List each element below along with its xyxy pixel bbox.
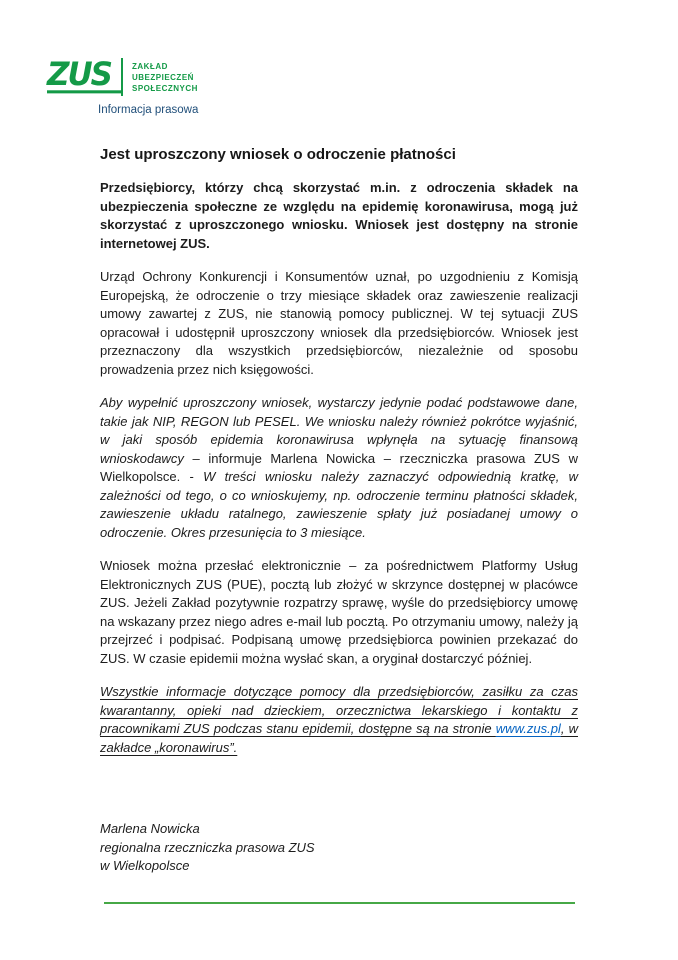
- document-body: [100, 146, 578, 876]
- org-name-line: UBEZPIECZEŃ: [131, 73, 194, 82]
- footer-note-text-before: Wszystkie informacje dotyczące pomocy dla przedsiębiorców, zasiłku za czas kwarantanny, opieki nad dzieckiem, orzecznictwa lekarskiego i kontaktu z pracownikami ZUS podczas stanu epidemii, dostępne są na stronie: [100, 684, 578, 736]
- zus-brand-header: [47, 57, 198, 96]
- footer-note-text-after: , w zakładce „koronawirus”.: [100, 721, 578, 755]
- signature-role: regionalna rzeczniczka prasowa ZUS: [100, 839, 315, 855]
- quote-paragraph: [100, 394, 578, 542]
- quote-italic-part-1: Aby wypełnić uproszczony wniosek, wystarczy jedynie podać podstawowe dane, takie jak NIP, REGON lub PESEL. We wniosku należy również pokrótce wyjaśnić, w jaki sposób epidemia koronawirusa wpłynęła na sytuację finansową wnioskodawcy: [100, 395, 578, 466]
- quote-attribution: – informuje Marlena Nowicka – rzeczniczka prasowa ZUS w Wielkopolsce. -: [100, 450, 578, 484]
- org-name: [132, 57, 198, 96]
- page-title: Jest uproszczony wniosek o odroczenie płatności: [100, 146, 456, 163]
- quote-italic-part-2: W treści wniosku należy zaznaczyć odpowiednią kratkę, w zależności od tego, o co wnioskujemy, np. odroczenie terminu płatności składek, zawieszenie układu ratalnego, zawieszenie spłaty już posiadanej umowy o odroczenie. Okres przesunięcia to 3 miesiące.: [100, 469, 578, 540]
- footer-rule: [104, 902, 575, 904]
- signature-name: Marlena Nowicka: [100, 821, 200, 836]
- signature-region: w Wielkopolsce: [100, 858, 190, 873]
- paragraph-uokik: Urząd Ochrony Konkurencji i Konsumentów uznał, po uzgodnieniu z Komisją Europejską, że odroczenie o trzy miesiące składek oraz zawieszenie realizacji umowy zawartej z ZUS, nie stanowią pomocy publicznej. W tej sytuacji ZUS opracował i udostępnił uproszczony wniosek dla przedsiębiorców. Wniosek jest przeznaczony dla wszystkich przedsiębiorców, niezależnie od sposobu prowadzenia przez nich księgowości.: [100, 269, 578, 377]
- zus-logo: ZUS: [47, 57, 121, 94]
- lead-paragraph: Przedsiębiorcy, którzy chcą skorzystać m.in. z odroczenia składek na ubezpieczenia społeczne ze względu na epidemię koronawirusa, mogą już skorzystać z uproszczonego wniosku. Wniosek jest dostępny na stronie internetowej ZUS.: [100, 180, 578, 251]
- org-name-line: ZAKŁAD: [131, 62, 168, 71]
- signature-block: [100, 820, 578, 876]
- paragraph-submission: Wniosek można przesłać elektronicznie – za pośrednictwem Platformy Usług Elektronicznych ZUS (PUE), pocztą lub złożyć w skrzynce dostępnej w placówce ZUS. Jeżeli Zakład pozytywnie rozpatrzy sprawę, wyśle do przedsiębiorcy umowę na wskazany przez niego adres e-mail lub pocztą. Po otrzymaniu umowy, należy ją przejrzeć i podpisać. Podpisaną umowę przedsiębiorca powinien przekazać do ZUS. W czasie epidemii można wysłać skan, a oryginał dostarczyć później.: [100, 558, 578, 666]
- logo-divider: [121, 58, 123, 96]
- zus-website-link[interactable]: www.zus.pl: [495, 721, 561, 736]
- footer-note-paragraph: [100, 683, 578, 757]
- press-release-label: Informacja prasowa: [98, 104, 199, 116]
- org-name-line: SPOŁECZNYCH: [131, 84, 198, 93]
